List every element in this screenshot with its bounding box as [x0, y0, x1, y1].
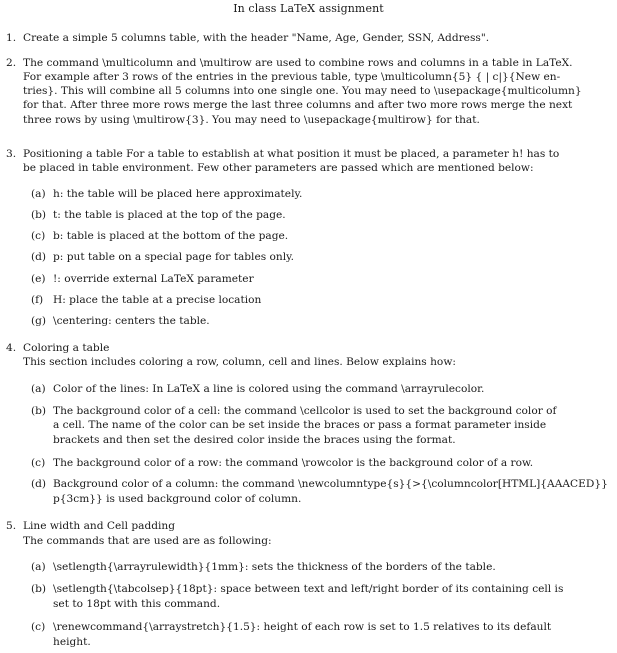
item-label: (c)	[31, 230, 46, 242]
list-item: p: put table on a special page for tables only.	[53, 251, 295, 263]
section-4-heading: Coloring a table	[23, 342, 110, 354]
list-item: b: table is placed at the bottom of the page.	[53, 230, 289, 242]
section-5-number: 5.	[6, 520, 17, 532]
item-label: (a)	[31, 188, 46, 200]
list-item: Background color of a column: the command \newcolumntype{s}{>{\columncolor[HTML]{AAACED}}	[53, 478, 608, 490]
item-label: (c)	[31, 621, 46, 633]
list-item: brackets and then set the desired color inside the braces using the format.	[53, 434, 456, 446]
list-item: set to 18pt with this command.	[53, 598, 221, 610]
item-label: (c)	[31, 457, 46, 469]
section-5-line: The commands that are used are as following:	[23, 535, 272, 547]
list-item: h: the table will be placed here approximately.	[53, 188, 303, 200]
list-item: p{3cm}} is used background color of column.	[53, 493, 302, 505]
item-label: (a)	[31, 561, 46, 573]
section-5-heading: Line width and Cell padding	[23, 520, 176, 532]
item-label: (e)	[31, 273, 46, 285]
section-1-number: 1.	[6, 32, 17, 44]
list-item: \setlength{\tabcolsep}{18pt}: space between text and left/right border of its containing cell is	[53, 583, 564, 595]
list-item: !: override external LaTeX parameter	[53, 273, 254, 285]
section-2-line: tries}. This will combine all 5 columns into one single one. You may need to \usepackage{multicolumn}	[23, 85, 582, 97]
item-label: (g)	[31, 315, 47, 327]
section-2-line: The command \multicolumn and \multirow are used to combine rows and columns in a table in LaTeX.	[23, 57, 573, 69]
item-label: (d)	[31, 251, 47, 263]
list-item: H: place the table at a precise location	[53, 294, 262, 306]
list-item: The background color of a cell: the command \cellcolor is used to set the background color of	[53, 405, 557, 417]
section-2-line: For example after 3 rows of the entries in the previous table, type \multicolumn{5} { | c|}{New en-	[23, 71, 561, 83]
section-4-line: This section includes coloring a row, column, cell and lines. Below explains how:	[23, 356, 456, 368]
item-label: (a)	[31, 383, 46, 395]
list-item: a cell. The name of the color can be set inside the braces or pass a format parameter inside	[53, 419, 547, 431]
list-item: The background color of a row: the command \rowcolor is the background color of a row.	[53, 457, 534, 469]
section-3-number: 3.	[6, 148, 17, 160]
item-label: (b)	[31, 209, 47, 221]
list-item: \setlength{\arrayrulewidth}{1mm}: sets the thickness of the borders of the table.	[53, 561, 496, 573]
item-label: (d)	[31, 478, 47, 490]
section-3-line: Positioning a table For a table to establish at what position it must be placed, a parameter h! has to	[23, 148, 560, 160]
section-2-line: three rows by using \multirow{3}. You may need to \usepackage{multirow} for that.	[23, 114, 480, 126]
section-2-line: for that. After three more rows merge the last three columns and after two more rows merge the next	[23, 99, 573, 111]
item-label: (f)	[31, 294, 44, 306]
list-item: height.	[53, 636, 91, 648]
list-item: \centering: centers the table.	[53, 315, 210, 327]
list-item: \renewcommand{\arraystretch}{1.5}: height of each row is set to 1.5 relatives to its default	[53, 621, 552, 633]
item-label: (b)	[31, 583, 47, 595]
section-4-number: 4.	[6, 342, 17, 354]
item-label: (b)	[31, 405, 47, 417]
section-3-line: be placed in table environment. Few other parameters are passed which are mentioned below:	[23, 162, 534, 174]
list-item: Color of the lines: In LaTeX a line is colored using the command \arrayrulecolor.	[53, 383, 485, 395]
list-item: t: the table is placed at the top of the page.	[53, 209, 286, 221]
page-title: In class LaTeX assignment	[233, 2, 384, 15]
section-2-number: 2.	[6, 57, 17, 69]
section-1-text: Create a simple 5 columns table, with the header "Name, Age, Gender, SSN, Address".	[23, 32, 490, 44]
